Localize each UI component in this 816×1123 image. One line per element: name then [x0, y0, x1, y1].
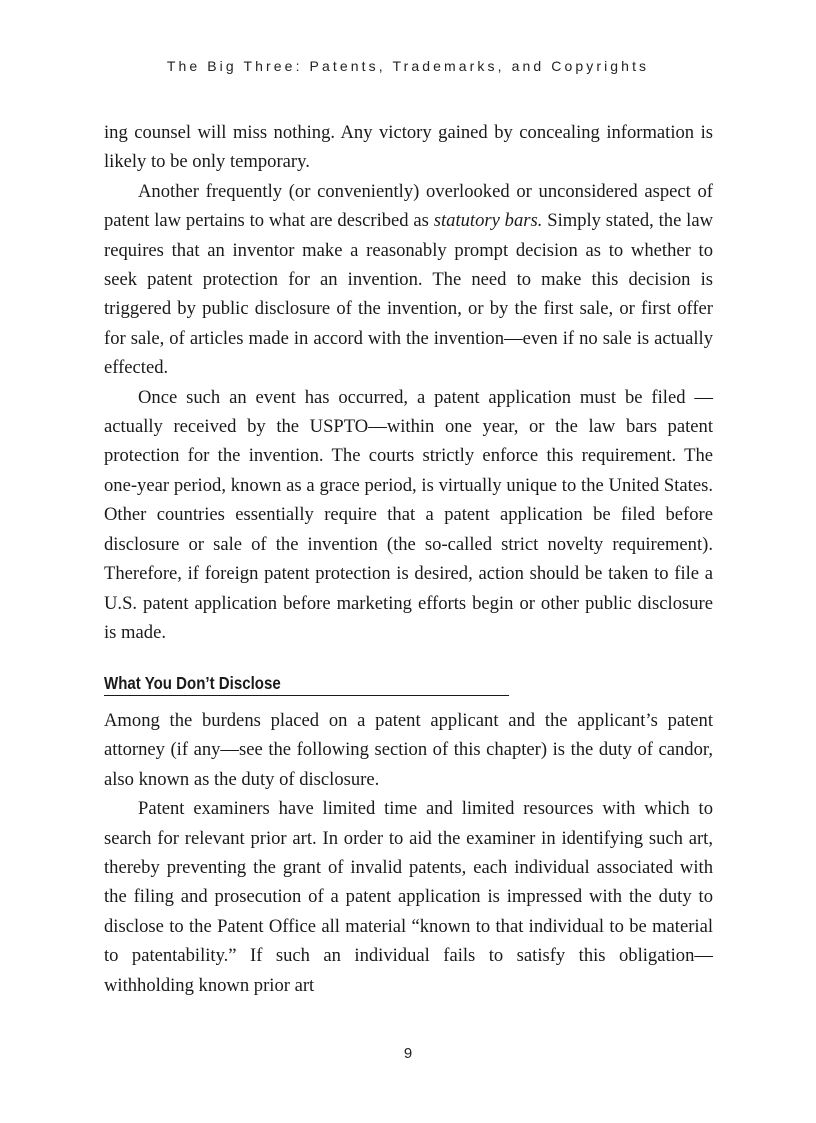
paragraph-text: Simply stated, the law requires that an inventor make a reasonably prompt decision as to whether to seek patent protection for an invention. The need to make this decision is triggered by public disclosure of the invention, or by the first sale, or first offer for sale, of articles made in accord with the invention—even if no sale is actually effected. — [104, 210, 713, 379]
section-heading — [104, 672, 509, 696]
emphasis-statutory-bars: statutory bars. — [433, 210, 543, 232]
section-heading-text: What You Don’t Disclose — [104, 673, 281, 693]
paragraph-duty-of-candor: Among the burdens placed on a patent applicant and the applicant’s patent attorney (if any—see the following section of this chapter) is the duty of candor, also known as the duty of disclosure. — [104, 710, 713, 790]
paragraph-statutory-bars — [104, 177, 713, 383]
body-text-section — [104, 706, 713, 1000]
running-head: The Big Three: Patents, Trademarks, and Copyrights — [166, 58, 650, 74]
paragraph-text: Another frequently (or conveniently) overlooked or unconsidered aspect of patent law pertains to what are described as — [104, 180, 713, 232]
paragraph-grace-period: Once such an event has occurred, a patent application must be filed —actually received by the USPTO—within one year, or the law bars patent protection for the invention. The courts strictly enforce this requirement. The one-year period, known as a grace period, is virtually unique to the United States. Other countries essentially require that a patent application be filed before disclosure or sale of the invention (the so-called strict novelty requirement). Therefore, if foreign patent protection is desired, action should be taken to file a U.S. patent application before marketing efforts begin or other public disclosure is made. — [104, 386, 713, 643]
body-text-top — [104, 118, 713, 647]
paragraph-examiners: Patent examiners have limited time and limited resources with which to search for relevant prior art. In order to aid the examiner in identifying such art, thereby preventing the grant of invalid patents, each individual associated with the filing and prosecution of a patent application is impressed with the duty to disclose to the Patent Office all material “known to that individual to be material to patentability.” If such an individual fails to satisfy this obligation—withholding known prior art — [104, 798, 713, 996]
paragraph-continuation: ing counsel will miss nothing. Any victory gained by concealing information is likely to be only temporary. — [104, 122, 713, 173]
page-number: 9 — [403, 1045, 413, 1062]
